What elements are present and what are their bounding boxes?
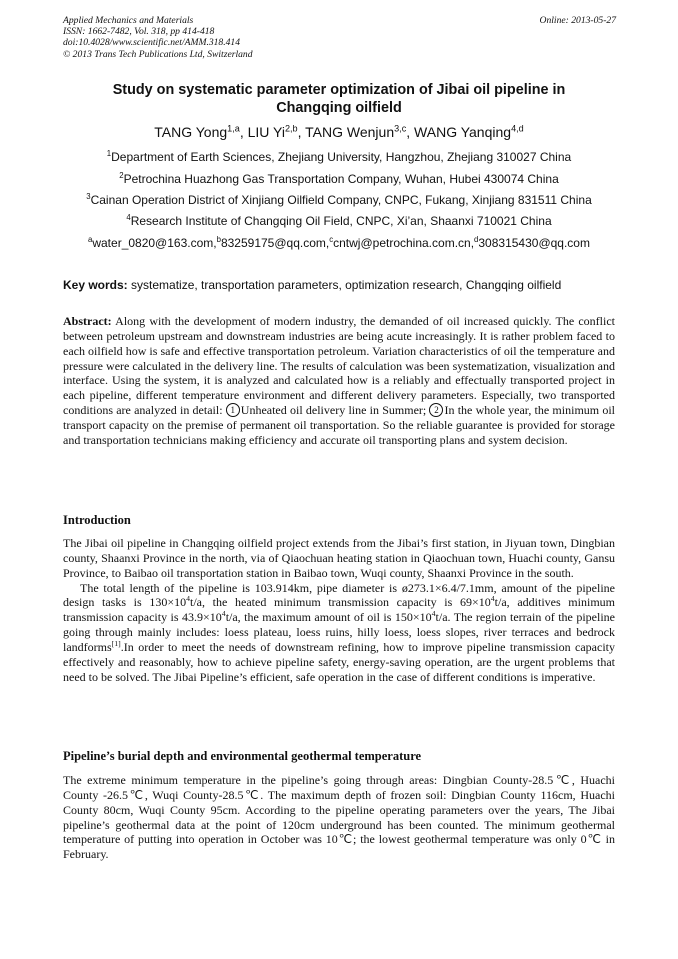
issn-line: ISSN: 1662-7482, Vol. 318, pp 414-418 <box>63 26 215 38</box>
introduction-paragraph-1: The Jibai oil pipeline in Changqing oilfield project extends from the Jibai’s first station, in Jiyuan town, Dingbian county, Shaanxi Province in the north, via of Qiaochuan heating station in Qiaochuan town, Huachi county, Gansu Province, to Baibao oil transportation station in Baibao town, Wuqi county, Shaanxi Province in the south. <box>63 536 615 580</box>
abstract-item-1: Unheated oil delivery line in Summer; <box>240 403 427 418</box>
author-affil-mark: 3,c <box>394 123 407 134</box>
exponent: 4 <box>186 594 191 604</box>
introduction-body <box>63 536 615 684</box>
keywords-text: systematize, transportation parameters, optimization research, Changqing oilfield <box>131 278 562 292</box>
author-name: LIU Yi <box>247 124 285 140</box>
abstract-text: Along with the development of modern industry, the demanded of oil increased quickly. The conflict between petroleum upstream and downstream industries are being acute increasingly. It is rather problem faced to each oilfield how is safe and effective transportation petroleum. Variation characteristics of oil the temperature and pressure were calculated in the delivery line. The results of calculation was been systematization, visualization and interface. Using the system, it is analyzed and calculated how is a reliably and effectually transported project in each pipeline, different temperature environment and different delivery parameters. Especially, two transported conditions are analyzed in detail: <box>63 314 615 418</box>
title-line-1: Study on systematic parameter optimization of Jibai oil pipeline in <box>112 82 566 98</box>
affiliation-text: Department of Earth Sciences, Zhejiang University, Hangzhou, Zhejiang 310027 China <box>111 150 572 164</box>
introduction-paragraph-2 <box>63 581 615 685</box>
affiliation-2 <box>63 172 615 186</box>
author-sep: , <box>297 124 306 140</box>
author-list <box>63 124 615 140</box>
journal-header <box>63 15 253 60</box>
author-affil-mark: 2,b <box>284 123 298 134</box>
email-link[interactable]: 83259175@qq.com, <box>220 236 330 250</box>
email-link[interactable]: water_0820@163.com, <box>92 236 217 250</box>
circled-one-marker: 1 <box>226 403 240 417</box>
affiliation-mark: 4 <box>126 213 131 222</box>
author-affil-mark: 4,d <box>511 123 524 134</box>
affiliation-mark: 2 <box>119 171 124 180</box>
keywords-label: Key words: <box>63 278 128 292</box>
burial-paragraph-1: The extreme minimum temperature in the pipeline’s going through areas: Dingbian County-28.5℃, Huachi County -26.5℃, Wuqi County-28.5℃. The maximum depth of frozen soil: Dingbian County 116cm, Huachi County 80cm, Wuqi County 95cm. According to the pipeline operating parameters over the years, The Jibai pipeline’s geothermal data at the point of 120cm underground has been counted. The minimum geothermal temperature of putting into operation in October was 10℃; the lowest geothermal temperature was only 0℃ in February. <box>63 773 615 862</box>
paper-title <box>63 81 615 117</box>
burial-body <box>63 773 615 862</box>
text-run: t/a, additives minimum transmission capacity is 43.9×10 <box>63 595 615 625</box>
text-run: .In order to meet the needs of downstream refining, how to improve pipeline transmission capacity effectively and reasonably, how to achieve pipeline safety, energy-saving operation, are the urgent problems that need to be solved. The Jibai Pipeline’s efficient, safe operation in the case of different conditions is imperative. <box>63 639 615 684</box>
online-date: Online: 2013-05-27 <box>539 15 616 26</box>
keywords <box>63 278 615 292</box>
email-link[interactable]: 308315430@qq.com <box>478 236 590 250</box>
title-line-2: Changqing oilfield <box>276 100 402 116</box>
text-run: The total length of the pipeline is 103.914km, pipe diameter is ø273.1×6.4/7.1mm, amount of the pipeline design tasks is 130×10 <box>63 580 615 610</box>
affiliation-mark: 1 <box>106 149 112 158</box>
affiliation-4 <box>63 214 615 228</box>
author-name: WANG Yanqing <box>414 124 512 140</box>
author-affil-mark: 1,a <box>227 123 240 134</box>
affiliation-mark: 3 <box>86 192 91 201</box>
abstract <box>63 314 615 448</box>
citation-link[interactable]: [1] <box>111 638 121 648</box>
exponent: 4 <box>221 609 226 619</box>
copyright-line: © 2013 Trans Tech Publications Ltd, Switzerland <box>63 48 253 60</box>
text-run: t/a. The region terrain of the pipeline going through mainly includes: loess plateau, loess ruins, hilly loess, loess slopes, river terraces and bedrock landforms <box>63 610 615 654</box>
affiliation-3 <box>63 193 615 207</box>
email-line <box>63 236 615 250</box>
exponent: 4 <box>431 609 436 619</box>
author-name: TANG Yong <box>154 124 228 140</box>
author-sep: , <box>239 124 248 140</box>
affiliation-1 <box>63 150 615 164</box>
exponent: 4 <box>490 594 495 604</box>
introduction-heading: Introduction <box>63 513 131 527</box>
author-name: TANG Wenjun <box>305 124 395 140</box>
affiliation-text: Petrochina Huazhong Gas Transportation Company, Wuhan, Hubei 430074 China <box>123 172 559 186</box>
journal-name: Applied Mechanics and Materials <box>63 15 194 26</box>
text-run: t/a, the heated minimum transmission capacity is 69×10 <box>190 595 491 610</box>
email-mark: d <box>474 235 479 244</box>
burial-heading: Pipeline’s burial depth and environmental geothermal temperature <box>63 749 422 763</box>
circled-two-marker: 2 <box>429 403 443 417</box>
email-mark: a <box>88 235 93 244</box>
email-mark: b <box>216 235 221 244</box>
abstract-item-2: In the whole year, the minimum oil transport capacity on the premise of permanent oil transportation. So the reliable guarantee is provided for storage and transportation technicians making efficiency and accurate oil transporting plans and system decision. <box>63 403 616 447</box>
affiliation-text: Cainan Operation District of Xinjiang Oilfield Company, CNPC, Fukang, Xinjiang 831511 China <box>90 193 592 207</box>
abstract-label: Abstract: <box>63 314 112 328</box>
doi-line: doi:10.4028/www.scientific.net/AMM.318.414 <box>63 37 241 49</box>
email-mark: c <box>329 235 334 244</box>
email-link[interactable]: cntwj@petrochina.com.cn, <box>333 236 475 250</box>
author-sep: , <box>406 124 415 140</box>
affiliation-text: Research Institute of Changqing Oil Field, CNPC, Xi’an, Shaanxi 710021 China <box>130 214 552 228</box>
text-run: t/a, the maximum amount of oil is 150×10 <box>225 610 432 625</box>
